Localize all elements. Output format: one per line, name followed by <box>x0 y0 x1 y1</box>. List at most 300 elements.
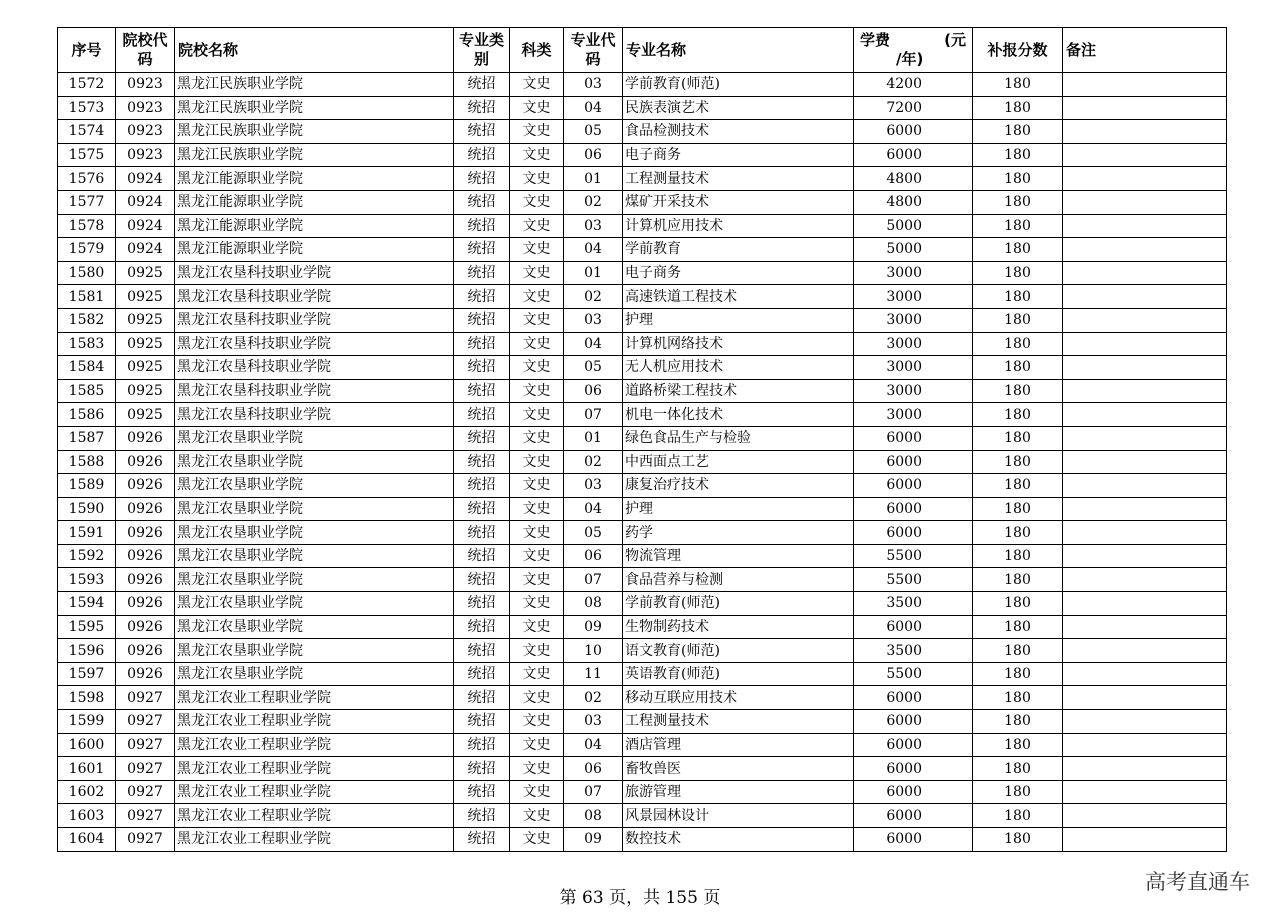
cell-major-type: 统招 <box>454 592 510 616</box>
cell-major-code: 10 <box>564 639 623 663</box>
cell-seq: 1587 <box>58 426 116 450</box>
cell-fee: 6000 <box>854 474 973 498</box>
cell-seq: 1592 <box>58 544 116 568</box>
cell-major-code: 06 <box>564 544 623 568</box>
cell-major-type: 统招 <box>454 686 510 710</box>
cell-major-type: 统招 <box>454 308 510 332</box>
cell-major-code: 01 <box>564 426 623 450</box>
cell-subject: 文史 <box>510 214 564 238</box>
cell-remark <box>1063 804 1227 828</box>
cell-school-code: 0924 <box>116 190 175 214</box>
cell-school-name: 黑龙江民族职业学院 <box>175 120 454 144</box>
header-seq: 序号 <box>58 28 116 73</box>
cell-school-name: 黑龙江农垦职业学院 <box>175 662 454 686</box>
cell-major-type: 统招 <box>454 450 510 474</box>
header-school-code: 院校代码 <box>116 28 175 73</box>
cell-major-code: 03 <box>564 73 623 97</box>
table-row <box>58 167 1227 191</box>
table-row <box>58 120 1227 144</box>
cell-school-name: 黑龙江农垦职业学院 <box>175 592 454 616</box>
cell-seq: 1579 <box>58 238 116 262</box>
cell-major-code: 03 <box>564 214 623 238</box>
cell-major-name: 酒店管理 <box>623 733 854 757</box>
cell-major-name: 计算机应用技术 <box>623 214 854 238</box>
table-row <box>58 780 1227 804</box>
cell-fee: 4200 <box>854 73 973 97</box>
cell-school-code: 0927 <box>116 710 175 734</box>
cell-major-name: 护理 <box>623 308 854 332</box>
cell-remark <box>1063 780 1227 804</box>
cell-subject: 文史 <box>510 379 564 403</box>
cell-school-code: 0924 <box>116 214 175 238</box>
cell-score: 180 <box>973 285 1063 309</box>
cell-school-code: 0925 <box>116 308 175 332</box>
cell-major-type: 统招 <box>454 403 510 427</box>
table-row <box>58 96 1227 120</box>
cell-school-name: 黑龙江民族职业学院 <box>175 96 454 120</box>
cell-subject: 文史 <box>510 73 564 97</box>
cell-score: 180 <box>973 308 1063 332</box>
cell-major-code: 03 <box>564 710 623 734</box>
cell-school-name: 黑龙江农垦职业学院 <box>175 568 454 592</box>
cell-school-code: 0927 <box>116 804 175 828</box>
cell-fee: 6000 <box>854 615 973 639</box>
cell-school-name: 黑龙江农垦科技职业学院 <box>175 332 454 356</box>
page-footer: 第 63 页，共 155 页 <box>559 888 721 908</box>
cell-score: 180 <box>973 804 1063 828</box>
table-row <box>58 686 1227 710</box>
cell-remark <box>1063 639 1227 663</box>
cell-subject: 文史 <box>510 639 564 663</box>
cell-major-type: 统招 <box>454 120 510 144</box>
cell-remark <box>1063 544 1227 568</box>
cell-major-name: 机电一体化技术 <box>623 403 854 427</box>
table-row <box>58 828 1227 852</box>
cell-school-code: 0927 <box>116 757 175 781</box>
cell-school-name: 黑龙江农垦职业学院 <box>175 426 454 450</box>
cell-school-code: 0927 <box>116 780 175 804</box>
cell-seq: 1604 <box>58 828 116 852</box>
cell-school-name: 黑龙江农垦职业学院 <box>175 521 454 545</box>
cell-score: 180 <box>973 332 1063 356</box>
cell-major-type: 统招 <box>454 474 510 498</box>
cell-remark <box>1063 592 1227 616</box>
cell-major-type: 统招 <box>454 143 510 167</box>
cell-school-name: 黑龙江农业工程职业学院 <box>175 804 454 828</box>
cell-major-type: 统招 <box>454 285 510 309</box>
cell-seq: 1600 <box>58 733 116 757</box>
table-row <box>58 238 1227 262</box>
cell-subject: 文史 <box>510 96 564 120</box>
cell-school-code: 0923 <box>116 96 175 120</box>
cell-major-type: 统招 <box>454 662 510 686</box>
cell-major-type: 统招 <box>454 521 510 545</box>
cell-remark <box>1063 143 1227 167</box>
table-row <box>58 474 1227 498</box>
cell-school-name: 黑龙江农垦职业学院 <box>175 450 454 474</box>
cell-subject: 文史 <box>510 285 564 309</box>
cell-remark <box>1063 238 1227 262</box>
cell-seq: 1586 <box>58 403 116 427</box>
cell-fee: 3500 <box>854 592 973 616</box>
cell-major-code: 04 <box>564 733 623 757</box>
cell-major-code: 07 <box>564 568 623 592</box>
cell-major-name: 道路桥梁工程技术 <box>623 379 854 403</box>
cell-remark <box>1063 332 1227 356</box>
cell-subject: 文史 <box>510 190 564 214</box>
watermark: 高考直通车 <box>1145 870 1250 894</box>
cell-subject: 文史 <box>510 308 564 332</box>
cell-major-name: 语文教育(师范) <box>623 639 854 663</box>
cell-school-name: 黑龙江农垦职业学院 <box>175 639 454 663</box>
cell-school-code: 0926 <box>116 544 175 568</box>
cell-school-name: 黑龙江农业工程职业学院 <box>175 780 454 804</box>
table-row <box>58 450 1227 474</box>
cell-score: 180 <box>973 238 1063 262</box>
cell-fee: 4800 <box>854 190 973 214</box>
cell-major-type: 统招 <box>454 96 510 120</box>
table-row <box>58 285 1227 309</box>
cell-seq: 1594 <box>58 592 116 616</box>
cell-score: 180 <box>973 828 1063 852</box>
cell-major-type: 统招 <box>454 332 510 356</box>
cell-subject: 文史 <box>510 426 564 450</box>
cell-school-code: 0925 <box>116 356 175 380</box>
cell-major-type: 统招 <box>454 568 510 592</box>
cell-seq: 1574 <box>58 120 116 144</box>
cell-school-name: 黑龙江农业工程职业学院 <box>175 757 454 781</box>
cell-score: 180 <box>973 662 1063 686</box>
cell-subject: 文史 <box>510 804 564 828</box>
cell-seq: 1593 <box>58 568 116 592</box>
cell-major-name: 护理 <box>623 497 854 521</box>
cell-major-code: 02 <box>564 450 623 474</box>
table-row <box>58 356 1227 380</box>
cell-remark <box>1063 757 1227 781</box>
cell-score: 180 <box>973 757 1063 781</box>
cell-remark <box>1063 308 1227 332</box>
cell-score: 180 <box>973 379 1063 403</box>
admission-table <box>57 27 1227 852</box>
cell-major-name: 物流管理 <box>623 544 854 568</box>
cell-subject: 文史 <box>510 238 564 262</box>
cell-fee: 5500 <box>854 662 973 686</box>
cell-school-code: 0926 <box>116 521 175 545</box>
cell-major-name: 电子商务 <box>623 261 854 285</box>
cell-remark <box>1063 497 1227 521</box>
cell-major-name: 计算机网络技术 <box>623 332 854 356</box>
cell-school-name: 黑龙江农垦科技职业学院 <box>175 403 454 427</box>
cell-subject: 文史 <box>510 780 564 804</box>
cell-subject: 文史 <box>510 521 564 545</box>
cell-seq: 1577 <box>58 190 116 214</box>
cell-fee: 5000 <box>854 214 973 238</box>
cell-remark <box>1063 73 1227 97</box>
cell-major-name: 学前教育(师范) <box>623 592 854 616</box>
cell-seq: 1595 <box>58 615 116 639</box>
cell-major-type: 统招 <box>454 190 510 214</box>
cell-major-type: 统招 <box>454 167 510 191</box>
cell-major-code: 04 <box>564 238 623 262</box>
cell-major-name: 无人机应用技术 <box>623 356 854 380</box>
cell-major-code: 02 <box>564 190 623 214</box>
cell-fee: 3000 <box>854 285 973 309</box>
cell-major-code: 03 <box>564 308 623 332</box>
cell-score: 180 <box>973 73 1063 97</box>
cell-subject: 文史 <box>510 544 564 568</box>
cell-school-code: 0925 <box>116 403 175 427</box>
cell-seq: 1575 <box>58 143 116 167</box>
cell-school-code: 0924 <box>116 238 175 262</box>
cell-subject: 文史 <box>510 261 564 285</box>
cell-school-code: 0925 <box>116 379 175 403</box>
cell-fee: 6000 <box>854 757 973 781</box>
cell-subject: 文史 <box>510 403 564 427</box>
cell-score: 180 <box>973 143 1063 167</box>
cell-seq: 1598 <box>58 686 116 710</box>
cell-remark <box>1063 662 1227 686</box>
cell-fee: 5500 <box>854 544 973 568</box>
cell-major-code: 04 <box>564 497 623 521</box>
cell-major-code: 07 <box>564 780 623 804</box>
cell-major-code: 06 <box>564 143 623 167</box>
cell-score: 180 <box>973 356 1063 380</box>
cell-major-code: 02 <box>564 686 623 710</box>
cell-seq: 1578 <box>58 214 116 238</box>
cell-fee: 6000 <box>854 828 973 852</box>
cell-fee: 6000 <box>854 521 973 545</box>
cell-score: 180 <box>973 426 1063 450</box>
cell-seq: 1583 <box>58 332 116 356</box>
cell-major-type: 统招 <box>454 710 510 734</box>
cell-major-code: 05 <box>564 120 623 144</box>
cell-subject: 文史 <box>510 710 564 734</box>
cell-school-code: 0926 <box>116 615 175 639</box>
cell-remark <box>1063 568 1227 592</box>
header-major-name: 专业名称 <box>623 28 854 73</box>
cell-score: 180 <box>973 497 1063 521</box>
cell-major-code: 06 <box>564 757 623 781</box>
header-fee-label: 学费 <box>860 31 891 49</box>
cell-major-type: 统招 <box>454 544 510 568</box>
cell-remark <box>1063 96 1227 120</box>
cell-fee: 6000 <box>854 426 973 450</box>
cell-school-code: 0926 <box>116 474 175 498</box>
cell-major-name: 绿色食品生产与检验 <box>623 426 854 450</box>
cell-school-code: 0923 <box>116 120 175 144</box>
cell-fee: 6000 <box>854 780 973 804</box>
cell-score: 180 <box>973 592 1063 616</box>
cell-school-code: 0927 <box>116 733 175 757</box>
cell-major-name: 工程测量技术 <box>623 167 854 191</box>
table-header <box>58 28 1227 73</box>
cell-remark <box>1063 521 1227 545</box>
cell-subject: 文史 <box>510 568 564 592</box>
cell-score: 180 <box>973 686 1063 710</box>
cell-school-code: 0926 <box>116 592 175 616</box>
cell-major-type: 统招 <box>454 757 510 781</box>
table-row <box>58 308 1227 332</box>
cell-school-name: 黑龙江能源职业学院 <box>175 214 454 238</box>
header-fee <box>854 28 973 73</box>
cell-major-code: 05 <box>564 521 623 545</box>
header-row <box>58 28 1227 73</box>
cell-subject: 文史 <box>510 167 564 191</box>
cell-fee: 3000 <box>854 261 973 285</box>
cell-major-type: 统招 <box>454 261 510 285</box>
cell-remark <box>1063 450 1227 474</box>
cell-seq: 1601 <box>58 757 116 781</box>
cell-seq: 1603 <box>58 804 116 828</box>
cell-major-name: 药学 <box>623 521 854 545</box>
cell-school-name: 黑龙江农垦职业学院 <box>175 544 454 568</box>
cell-fee: 6000 <box>854 497 973 521</box>
cell-seq: 1582 <box>58 308 116 332</box>
cell-school-code: 0923 <box>116 143 175 167</box>
table-row <box>58 710 1227 734</box>
cell-seq: 1572 <box>58 73 116 97</box>
cell-subject: 文史 <box>510 497 564 521</box>
cell-major-type: 统招 <box>454 73 510 97</box>
cell-school-code: 0926 <box>116 497 175 521</box>
cell-major-type: 统招 <box>454 615 510 639</box>
cell-school-name: 黑龙江农垦科技职业学院 <box>175 285 454 309</box>
cell-major-code: 05 <box>564 356 623 380</box>
cell-remark <box>1063 190 1227 214</box>
cell-subject: 文史 <box>510 662 564 686</box>
cell-score: 180 <box>973 568 1063 592</box>
cell-major-name: 移动互联应用技术 <box>623 686 854 710</box>
cell-seq: 1602 <box>58 780 116 804</box>
cell-school-name: 黑龙江农垦科技职业学院 <box>175 261 454 285</box>
table-row <box>58 544 1227 568</box>
table-row <box>58 521 1227 545</box>
cell-fee: 6000 <box>854 686 973 710</box>
header-major-type: 专业类别 <box>454 28 510 73</box>
cell-fee: 6000 <box>854 710 973 734</box>
cell-subject: 文史 <box>510 592 564 616</box>
cell-remark <box>1063 615 1227 639</box>
cell-school-code: 0927 <box>116 686 175 710</box>
cell-fee: 6000 <box>854 804 973 828</box>
header-remark: 备注 <box>1063 28 1227 73</box>
cell-remark <box>1063 426 1227 450</box>
cell-school-code: 0923 <box>116 73 175 97</box>
cell-school-name: 黑龙江农垦科技职业学院 <box>175 379 454 403</box>
cell-remark <box>1063 379 1227 403</box>
cell-school-name: 黑龙江农业工程职业学院 <box>175 710 454 734</box>
cell-school-name: 黑龙江农垦职业学院 <box>175 474 454 498</box>
cell-score: 180 <box>973 214 1063 238</box>
cell-fee: 4800 <box>854 167 973 191</box>
cell-major-name: 中西面点工艺 <box>623 450 854 474</box>
cell-seq: 1597 <box>58 662 116 686</box>
cell-score: 180 <box>973 544 1063 568</box>
cell-subject: 文史 <box>510 332 564 356</box>
header-major-code: 专业代码 <box>564 28 623 73</box>
cell-major-type: 统招 <box>454 733 510 757</box>
cell-major-name: 生物制药技术 <box>623 615 854 639</box>
cell-remark <box>1063 474 1227 498</box>
cell-major-type: 统招 <box>454 497 510 521</box>
cell-fee: 6000 <box>854 120 973 144</box>
cell-major-name: 旅游管理 <box>623 780 854 804</box>
cell-major-code: 08 <box>564 804 623 828</box>
cell-major-code: 01 <box>564 167 623 191</box>
cell-subject: 文史 <box>510 733 564 757</box>
cell-major-name: 食品营养与检测 <box>623 568 854 592</box>
table-row <box>58 332 1227 356</box>
cell-subject: 文史 <box>510 686 564 710</box>
table-row <box>58 261 1227 285</box>
cell-school-code: 0926 <box>116 426 175 450</box>
cell-major-code: 11 <box>564 662 623 686</box>
cell-major-code: 03 <box>564 474 623 498</box>
table-row <box>58 426 1227 450</box>
cell-major-code: 02 <box>564 285 623 309</box>
cell-score: 180 <box>973 261 1063 285</box>
cell-school-name: 黑龙江民族职业学院 <box>175 73 454 97</box>
cell-score: 180 <box>973 710 1063 734</box>
cell-score: 180 <box>973 780 1063 804</box>
cell-major-name: 英语教育(师范) <box>623 662 854 686</box>
cell-seq: 1580 <box>58 261 116 285</box>
cell-major-name: 工程测量技术 <box>623 710 854 734</box>
cell-school-code: 0926 <box>116 450 175 474</box>
cell-score: 180 <box>973 450 1063 474</box>
cell-remark <box>1063 285 1227 309</box>
cell-score: 180 <box>973 167 1063 191</box>
cell-score: 180 <box>973 403 1063 427</box>
cell-subject: 文史 <box>510 828 564 852</box>
cell-major-name: 学前教育(师范) <box>623 73 854 97</box>
cell-major-name: 电子商务 <box>623 143 854 167</box>
cell-major-name: 畜牧兽医 <box>623 757 854 781</box>
table-row <box>58 379 1227 403</box>
cell-major-name: 民族表演艺术 <box>623 96 854 120</box>
table-row <box>58 190 1227 214</box>
cell-school-code: 0926 <box>116 639 175 663</box>
cell-score: 180 <box>973 521 1063 545</box>
cell-remark <box>1063 356 1227 380</box>
cell-score: 180 <box>973 733 1063 757</box>
cell-major-name: 康复治疗技术 <box>623 474 854 498</box>
cell-score: 180 <box>973 96 1063 120</box>
cell-seq: 1588 <box>58 450 116 474</box>
cell-remark <box>1063 261 1227 285</box>
cell-seq: 1576 <box>58 167 116 191</box>
cell-major-code: 09 <box>564 828 623 852</box>
header-school-name: 院校名称 <box>175 28 454 73</box>
cell-school-name: 黑龙江农垦科技职业学院 <box>175 308 454 332</box>
cell-school-name: 黑龙江能源职业学院 <box>175 167 454 191</box>
header-score: 补报分数 <box>973 28 1063 73</box>
table-row <box>58 497 1227 521</box>
cell-major-name: 高速铁道工程技术 <box>623 285 854 309</box>
cell-score: 180 <box>973 190 1063 214</box>
cell-school-name: 黑龙江民族职业学院 <box>175 143 454 167</box>
cell-remark <box>1063 214 1227 238</box>
cell-seq: 1584 <box>58 356 116 380</box>
cell-major-name: 食品检测技术 <box>623 120 854 144</box>
cell-school-name: 黑龙江农业工程职业学院 <box>175 828 454 852</box>
cell-school-name: 黑龙江能源职业学院 <box>175 238 454 262</box>
cell-score: 180 <box>973 474 1063 498</box>
cell-fee: 3000 <box>854 332 973 356</box>
table-row <box>58 592 1227 616</box>
table-row <box>58 804 1227 828</box>
cell-fee: 3000 <box>854 403 973 427</box>
